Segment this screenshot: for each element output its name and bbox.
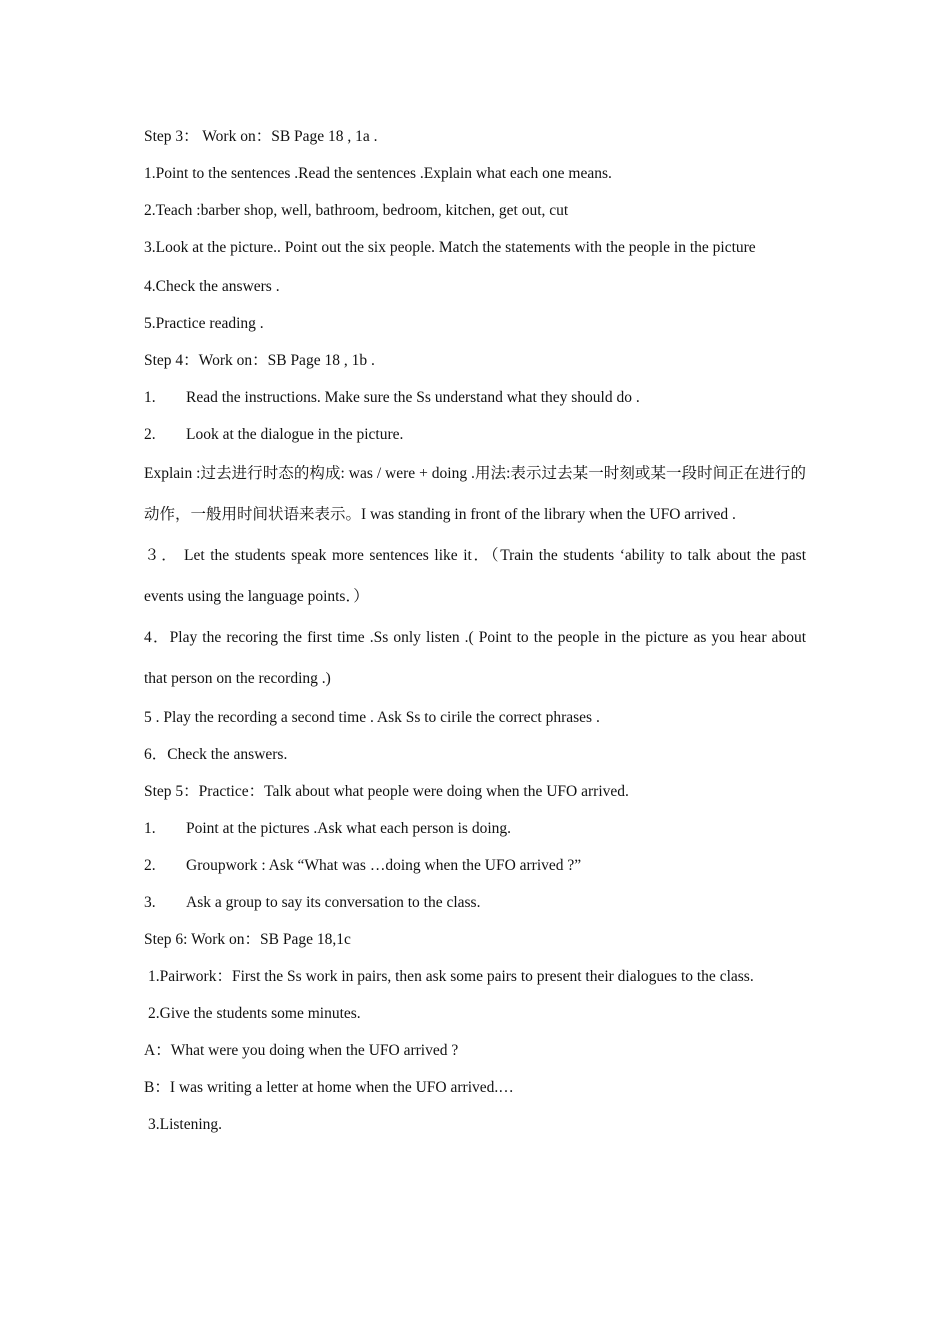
list-number: 1. [144,820,156,837]
step3-item-2: 2.Teach :barber shop, well, bathroom, bedroom, kitchen, get out, cut [144,202,569,219]
step4-item-1 [144,379,806,416]
step4-item-3: ３． Let the students speak more sentences like it．（Train the students ‘ability to talk about the past events using the language points．） [144,547,806,605]
step3-heading: Step 3： Work on：SB Page 18 , 1a . [144,128,378,145]
step4-item-2 [144,416,806,453]
step3-item-4: 4.Check the answers . [144,278,280,295]
dialogue-line-a: A：What were you doing when the UFO arrived ? [144,1042,459,1059]
step6-item-1: 1.Pairwork：First the Ss work in pairs, then ask some pairs to present their dialogues to the class. [148,968,754,985]
step5-item-2 [144,847,806,884]
list-text: Look at the dialogue in the picture. [186,426,404,443]
list-number: 2. [144,857,156,874]
step4-explain: Explain :过去进行时态的构成: was / were + doing .用法:表示过去某一时刻或某一段时间正在进行的动作，一般用时间状语来表示。I was standing in front of the library when the UFO arrived . [144,465,806,523]
list-text: Point at the pictures .Ask what each person is doing. [186,820,512,837]
step5-item-3 [144,884,806,921]
list-number: 2. [144,426,156,443]
step4-item-6: 6．Check the answers. [144,746,288,763]
step4-item-5: 5 . Play the recording a second time . Ask Ss to cirile the correct phrases . [144,709,600,726]
list-number: 3. [144,894,156,911]
step5-heading: Step 5：Practice：Talk about what people were doing when the UFO arrived. [144,783,629,800]
list-text: Ask a group to say its conversation to the class. [186,894,481,911]
list-text: Read the instructions. Make sure the Ss understand what they should do . [186,389,640,406]
step4-item-4: 4．Play the recoring the first time .Ss only listen .( Point to the people in the picture as you hear about that person on the recording .) [144,629,806,687]
step4-heading: Step 4：Work on：SB Page 18 , 1b . [144,352,375,369]
step6-item-3: 3.Listening. [148,1116,223,1133]
step3-item-1: 1.Point to the sentences .Read the sentences .Explain what each one means. [144,165,612,182]
step3-item-3: 3.Look at the picture.. Point out the six people. Match the statements with the people in the picture [144,239,756,256]
step6-item-2: 2.Give the students some minutes. [148,1005,361,1022]
list-number: 1. [144,389,156,406]
dialogue-line-b: B：I was writing a letter at home when the UFO arrived.… [144,1079,514,1096]
list-text: Groupwork : Ask “What was …doing when the UFO arrived ?” [186,857,582,874]
step5-item-1 [144,810,806,847]
step6-heading: Step 6: Work on：SB Page 18,1c [144,931,351,948]
step3-item-5: 5.Practice reading . [144,315,264,332]
document-page [144,118,806,1143]
